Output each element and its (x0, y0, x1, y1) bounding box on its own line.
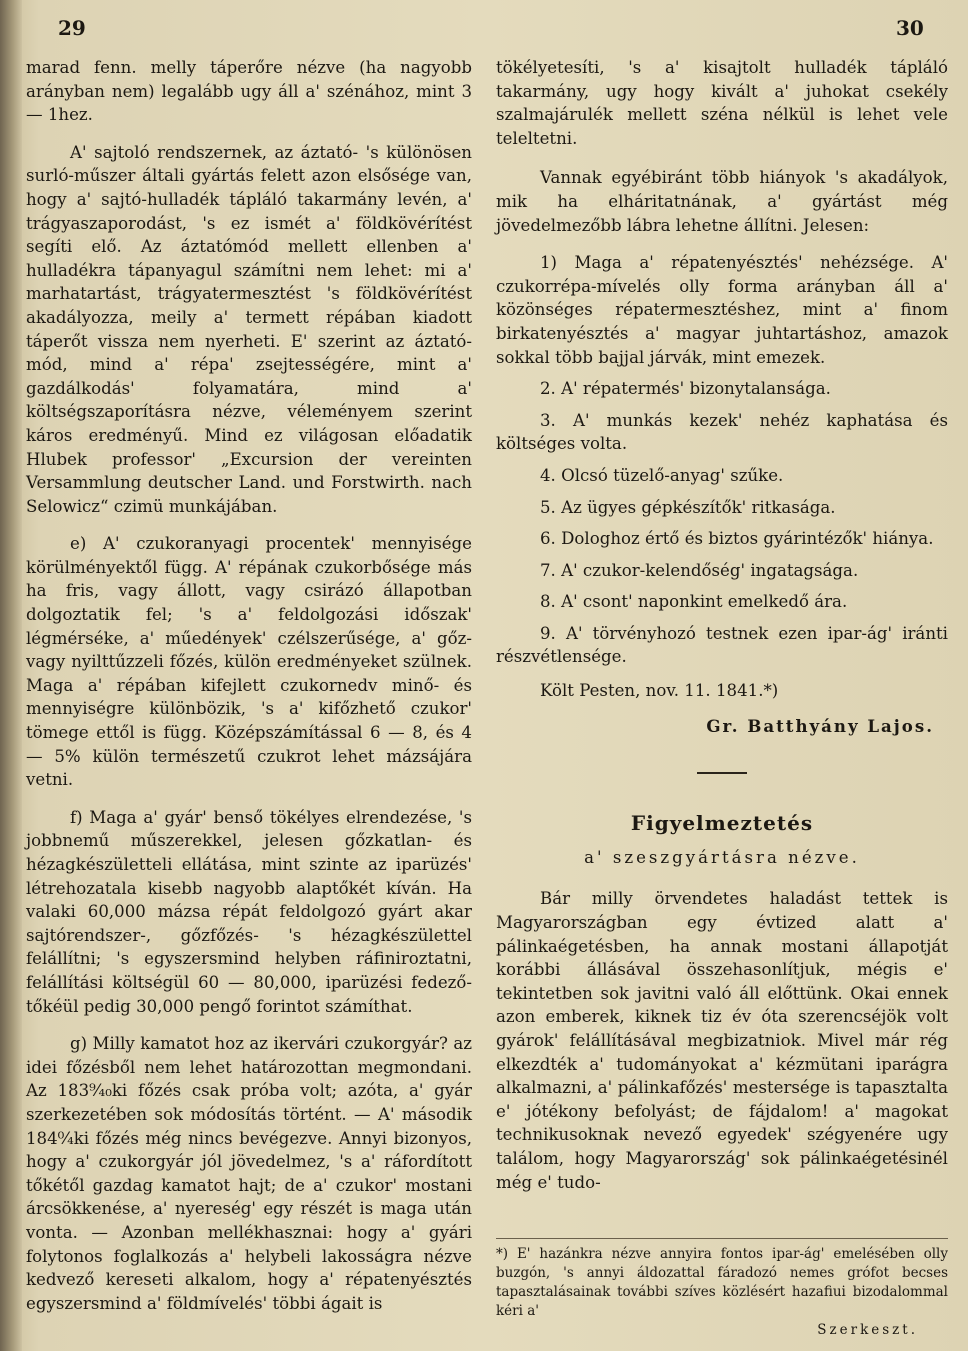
footnote-text: *) E' hazánkra nézve annyira fontos ipar-ág' emelésében olly buzgón, 's annyi áldozattal fáradozó nemes grófot becses tapasztalásainak további szíves közlésért hazafiui bizodalommal kéri a' (496, 1246, 948, 1319)
right-paragraph-intro: Vannak egyébiránt több hiányok 's akadályok, mik ha elháritatnának, a' gyártást még jövedelmezőbb lábra lehetne állítni. Jelesen: (496, 168, 948, 235)
left-paragraph-press-system: A' sajtoló rendszernek, az áztató- 's különösen surló-műszer általi gyártás felett azon elsősége van, hogy a' sajtó-hulladék tápláló takarmány levén, a' trágyaszaporodást, 's ez ismét a' földkövérítést segíti elő. Az áztatómód mellett ellenben a' hulladékra tápanyagul számítni nem lehet: mi a' marhatartást, trágyatermesztést 's földkövérítést akadályozza, meily a' termett répában kiadott táperőt vissza nem nyerheti. E' szerint az áztató-mód, mind a' répa' zsejtességére, mint a' gazdálkodás' folyamatára, mind a' költségszaporításra nézve, véleményem szerint káros eredményű. Mind ez világosan előadatik Hlubek professor' „Excursion der vereinten Versammlung deutscher Land. und Forstwirth. nach Selowicz“ czimü munkájában. (26, 142, 472, 516)
section-subtitle: a' szeszgyártásra nézve. (584, 847, 860, 867)
list-item: 5. Az ügyes gépkészítők' ritkasága. (540, 497, 836, 517)
list-item: 4. Olcsó tüzelő-anyag' szűke. (540, 465, 784, 485)
list-item: 2. A' répatermés' bizonytalansága. (540, 379, 831, 399)
section-title: Figyelmeztetés (630, 811, 814, 836)
list-item: 8. A' csont' naponkint emelkedő ára. (540, 592, 848, 612)
list-item: 1) Maga a' répatenyésztés' nehézsége. A' czukorrépa-mívelés olly forma arányban áll a' közönséges répatermesztéshez, mint a' finom birkatenyésztés a' magyar juhtartáshoz, amazok sokkal több bajjal járvák, mint emezek. (496, 253, 948, 367)
footnote-signature: Szerkeszt. (817, 1322, 918, 1338)
section-divider (697, 772, 747, 774)
list-item: 9. A' törvényhozó testnek ezen ipar-ág' iránti részvétlensége. (496, 623, 948, 667)
left-paragraph-g: g) Milly kamatot hoz az ikervári czukorgyár? az idei főzésből nem lehet határozottan megmondani. Az 183⁹⁄₄₀ki főzés csak próba volt; azóta, a' gyár szerkezetében sok módosítás történt. — A' második 184⁰⁄₄ki főzés még nincs bevégezve. Annyi bizonyos, hogy a' czukorgyár jól jövedelmez, 's a' ráfordított tőkétől gazdag kamatot hajt; de a' czukor' mostani árcsökkenése, a' nyereség' egy részét is maga után vonta. — Azonban mellékhasznai: hogy a' gyári folytonos foglalkozás a' helybeli lakosságra nézve kedvező kereseti alkalom, hogy a' répatenyésztés egyszersmind a' földmívelés' többi ágait is (26, 1034, 472, 1313)
list-item: 7. A' czukor-kelendőség' ingatagsága. (540, 560, 859, 580)
section-body: Bár milly örvendetes haladást tettek is Magyarországban egy évtized alatt a' pálinkaégetésben, ha annak mostani állapotját korábbi állásával összehasonlítjuk, mégis e' tekintetben sok javitni való áll előttünk. Okai ennek azon emberek, kiknek tiz év óta szerencséjök volt gyárok' felállításával megbizatniok. Mivel már rég elkezdték a' tudományokat a' kézmütani iparágra alkalmazni, a' pálinkafőzés' mestersége is tapasztalta e' jótékony befolyást; de fájdalom! a' magokat technikusoknak nevező egyedek' szégyenére ugy találom, hogy Magyarország' sok pálinkaégetésinél még e' tudo- (496, 889, 948, 1192)
right-column (496, 56, 948, 1208)
author-signature: Gr. Batthyány Lajos. (706, 715, 934, 736)
right-paragraph-continuation: tökélyetesíti, 's a' kisajtolt hulladék tápláló takarmány, ugy hogy kivált a' juhokat csekély szalmajárulék mellett széna nélkül is lehet vele teleltetni. (496, 58, 948, 148)
left-paragraph-continuation: marad fenn. melly táperőre nézve (ha nagyobb arányban nem) legalább ugy áll a' szénához, mint 3 — 1hez. (26, 58, 472, 125)
left-page-number: 29 (58, 16, 86, 40)
list-item: 3. A' munkás kezek' nehéz kaphatása és költséges volta. (496, 410, 948, 454)
book-gutter (0, 0, 22, 1351)
footnote (496, 1238, 948, 1340)
left-paragraph-f: f) Maga a' gyár' benső tökélyes elrendezése, 's jobbnemű műszerekkel, jelesen gőzkatlan- és hézagkészületteli ellátása, mint szinte az iparüzés' létrehozatala kisebb nagyobb alaptőkét kíván. Ha valaki 60,000 mázsa répát feldolgozó gyárt akar sajtórendszer-, gőzfőzés- 's hézagkészülettel felállítni; 's egyszersmind helyben ráfiniroztatni, felállítási költségül 60 — 80,000, iparüzési fedező-tőkéül pedig 30,000 pengő forintot számíthat. (26, 807, 472, 1016)
dateline: Költ Pesten, nov. 11. 1841.*) (540, 681, 779, 701)
left-column (26, 56, 472, 1329)
right-page-number: 30 (896, 16, 924, 40)
list-item: 6. Dologhoz értő és biztos gyárintézők' hiánya. (540, 529, 934, 549)
left-paragraph-e: e) A' czukoranyagi procentek' mennyisége körülményektől függ. A' répának czukorbősége más ha fris, vagy állott, vagy csirázó állapotban dolgoztatik fel; 's a' feldolgozási időszak' légmérséke, a' műedények' czélszerűsége, a' gőz- vagy nyilttűzzeli főzés, külön eredményeket szülnek. Maga a' répában kifejlett czukornedv minő- és mennyiségre különbözik, 's a' kifőzhető czukor' tömege ettől is függ. Középszámítással 6 — 8, és 4 — 5% külön természetű czukrot lehet mázsájára vetni. (26, 534, 472, 790)
